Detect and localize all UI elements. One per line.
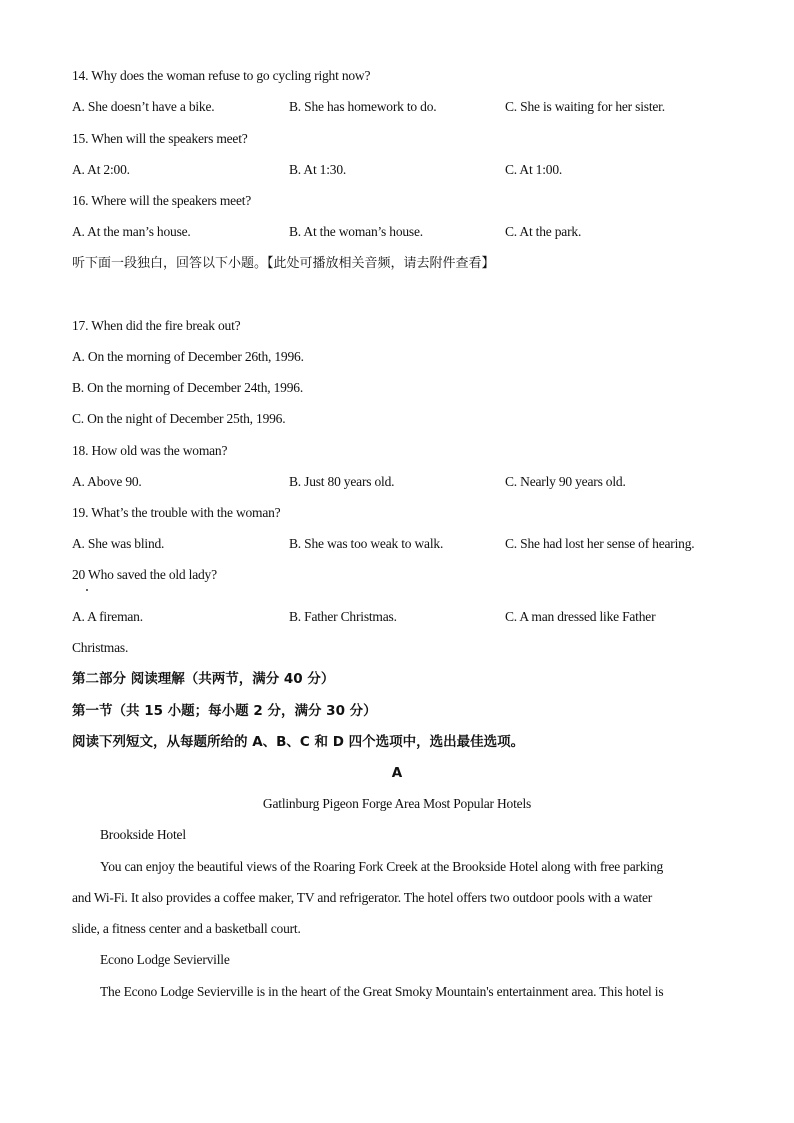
- question-19: 19. What’s the trouble with the woman?: [72, 505, 281, 520]
- q16-option-b: B. At the woman’s house.: [289, 224, 423, 239]
- q18-option-b: B. Just 80 years old.: [289, 474, 395, 489]
- q20-option-b: B. Father Christmas.: [289, 609, 397, 624]
- stray-dot-mark: [86, 589, 88, 591]
- q17-option-a: A. On the morning of December 26th, 1996.: [72, 349, 304, 364]
- q19-option-b: B. She was too weak to walk.: [289, 536, 444, 551]
- q20-option-c: C. A man dressed like Father: [505, 609, 656, 624]
- question-15: 15. When will the speakers meet?: [72, 131, 248, 146]
- q16-option-a: A. At the man’s house.: [72, 224, 191, 239]
- q17-option-c: C. On the night of December 25th, 1996.: [72, 411, 286, 426]
- q18-option-a: A. Above 90.: [72, 474, 142, 489]
- paragraph-line: slide, a fitness center and a basketball court.: [72, 921, 301, 936]
- question-14: 14. Why does the woman refuse to go cycling right now?: [72, 68, 371, 83]
- paragraph-line: and Wi-Fi. It also provides a coffee maker, TV and refrigerator. The hotel offers two outdoor pools with a water: [72, 890, 653, 905]
- q18-option-c: C. Nearly 90 years old.: [505, 474, 626, 489]
- q15-option-b: B. At 1:30.: [289, 162, 347, 177]
- paragraph-line: You can enjoy the beautiful views of the Roaring Fork Creek at the Brookside Hotel along with free parking: [100, 859, 664, 874]
- passage-title: Gatlinburg Pigeon Forge Area Most Popular Hotels: [262, 796, 532, 811]
- q15-option-c: C. At 1:00.: [505, 162, 563, 177]
- section-one-heading: 第一节（共 15 小题；每小题 2 分，满分 30 分）: [72, 703, 377, 719]
- q17-option-b: B. On the morning of December 24th, 1996.: [72, 380, 304, 395]
- part-two-heading: 第二部分 阅读理解（共两节，满分 40 分）: [72, 671, 335, 687]
- passage-label: A: [391, 765, 403, 781]
- reading-instruction: 阅读下列短文，从每题所给的 A、B、C 和 D 四个选项中，选出最佳选项。: [72, 734, 525, 750]
- q15-option-a: A. At 2:00.: [72, 162, 130, 177]
- paragraph-line: The Econo Lodge Sevierville is in the heart of the Great Smoky Mountain's entertainment area. This hotel is: [100, 984, 664, 999]
- hotel-name-econo-lodge: Econo Lodge Sevierville: [100, 952, 230, 967]
- q20-option-a: A. A fireman.: [72, 609, 143, 624]
- q16-option-c: C. At the park.: [505, 224, 582, 239]
- q20-option-c-continuation: Christmas.: [72, 640, 129, 655]
- question-20: 20 Who saved the old lady?: [72, 567, 217, 582]
- question-18: 18. How old was the woman?: [72, 443, 228, 458]
- q14-option-a: A. She doesn’t have a bike.: [72, 99, 215, 114]
- q14-option-b: B. She has homework to do.: [289, 99, 437, 114]
- question-17: 17. When did the fire break out?: [72, 318, 241, 333]
- q14-option-c: C. She is waiting for her sister.: [505, 99, 665, 114]
- monologue-instruction: 听下面一段独白，回答以下小题。【此处可播放相关音频，请去附件查看】: [72, 256, 495, 271]
- q19-option-c: C. She had lost her sense of hearing.: [505, 536, 695, 551]
- hotel-name-brookside: Brookside Hotel: [100, 827, 186, 842]
- q19-option-a: A. She was blind.: [72, 536, 165, 551]
- question-16: 16. Where will the speakers meet?: [72, 193, 252, 208]
